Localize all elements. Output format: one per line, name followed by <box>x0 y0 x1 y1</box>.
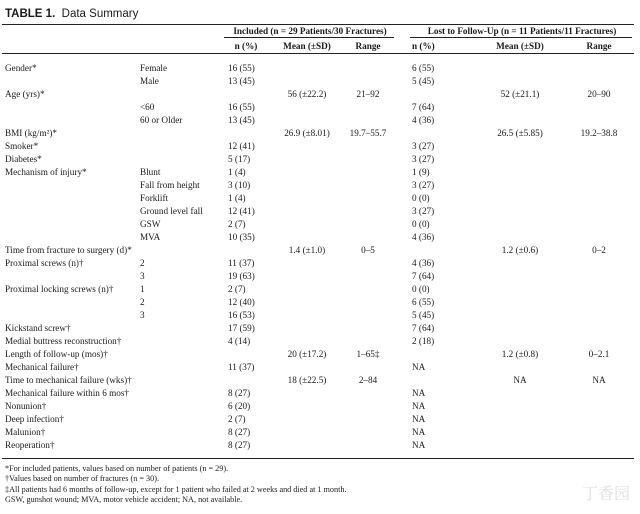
cell-lost-n: 0 (0) <box>412 284 430 294</box>
row-sublabel: MVA <box>140 232 161 242</box>
cell-lost-n: 1 (9) <box>412 167 430 177</box>
cell-lost-n: 0 (0) <box>412 219 430 229</box>
footnote-4: GSW, gunshot wound; MVA, motor vehicle accident; NA, not available. <box>5 495 243 504</box>
cell-included-n: 8 (27) <box>228 388 251 398</box>
footnote-3: ‡All patients had 6 months of follow-up, except for 1 patient who failed at 2 weeks and died at 1 month. <box>5 485 347 494</box>
lost-underline <box>410 37 632 38</box>
header-rule <box>2 53 634 54</box>
cell-lost-mean: NA <box>513 375 527 385</box>
cell-included-mean: 56 (±22.2) <box>287 89 327 99</box>
row-label: Malunion† <box>5 427 46 437</box>
table-label: TABLE 1. <box>5 8 56 20</box>
row-sublabel: Ground level fall <box>140 206 203 216</box>
cell-included-range: 0–5 <box>361 245 375 255</box>
cell-lost-mean: 1.2 (±0.8) <box>501 349 539 359</box>
footnote-2: †Values based on number of fractures (n = 30). <box>5 474 159 483</box>
cell-included-n: 8 (27) <box>228 427 251 437</box>
row-sublabel: 1 <box>140 284 145 294</box>
row-label: Time to mechanical failure (wks)† <box>5 375 132 385</box>
row-label: Kickstand screw† <box>5 323 71 333</box>
cell-lost-n: 7 (64) <box>412 102 435 112</box>
row-label: Smoker* <box>5 141 39 151</box>
group-header-included: Included (n = 29 Patients/30 Fractures) <box>233 26 387 36</box>
cell-lost-n: 3 (27) <box>412 154 435 164</box>
cell-included-mean: 1.4 (±1.0) <box>288 245 326 255</box>
cell-included-n: 8 (27) <box>228 440 251 450</box>
cell-lost-n: 5 (45) <box>412 310 435 320</box>
cell-lost-n: NA <box>412 440 426 450</box>
col-header-lost-n: n (%) <box>412 41 435 51</box>
cell-lost-n: 7 (64) <box>412 323 435 333</box>
cell-lost-n: 3 (27) <box>412 141 435 151</box>
cell-included-n: 11 (37) <box>228 362 255 372</box>
cell-lost-n: 4 (36) <box>412 232 435 242</box>
cell-included-mean: 26.9 (±8.01) <box>284 128 330 138</box>
row-sublabel: Blunt <box>140 167 161 177</box>
cell-included-n: 16 (55) <box>228 102 255 112</box>
cell-lost-n: 6 (55) <box>412 297 435 307</box>
cell-included-n: 19 (63) <box>228 271 255 281</box>
included-underline <box>224 37 394 38</box>
cell-included-n: 12 (41) <box>228 141 255 151</box>
row-label: Proximal locking screws (n)† <box>5 284 114 294</box>
cell-lost-n: NA <box>412 401 426 411</box>
group-header-lost: Lost to Follow-Up (n = 11 Patients/11 Fractures) <box>427 26 617 36</box>
table-title: Data Summary <box>61 8 139 20</box>
cell-lost-mean: 52 (±21.1) <box>500 89 540 99</box>
row-label: Diabetes* <box>5 154 42 164</box>
row-sublabel: 3 <box>140 271 145 281</box>
cell-included-n: 10 (35) <box>228 232 255 242</box>
cell-lost-mean: 1.2 (±0.6) <box>501 245 539 255</box>
cell-lost-n: 6 (55) <box>412 63 435 73</box>
row-label: Deep infection† <box>5 414 64 424</box>
cell-included-n: 13 (45) <box>228 76 255 86</box>
row-label: Medial buttress reconstruction† <box>5 336 122 346</box>
cell-lost-range: 0–2 <box>592 245 606 255</box>
cell-included-n: 16 (53) <box>228 310 255 320</box>
row-sublabel: 60 or Older <box>140 115 183 125</box>
row-sublabel: <60 <box>140 102 155 112</box>
cell-included-range: 21–92 <box>356 89 380 99</box>
row-label: Length of follow-up (mos)† <box>5 349 108 359</box>
cell-included-n: 3 (10) <box>228 180 251 190</box>
row-sublabel: 3 <box>140 310 145 320</box>
cell-included-mean: 20 (±17.2) <box>287 349 327 359</box>
col-header-lost-mean: Mean (±SD) <box>496 41 544 51</box>
cell-lost-range: 20–90 <box>587 89 611 99</box>
cell-included-n: 5 (17) <box>228 154 251 164</box>
cell-lost-range: 0–2.1 <box>588 349 610 359</box>
footnote-1: *For included patients, values based on number of patients (n = 29). <box>5 464 229 473</box>
row-sublabel: 2 <box>140 297 145 307</box>
row-sublabel: GSW <box>140 219 161 229</box>
col-header-included-mean: Mean (±SD) <box>283 41 331 51</box>
table-caption <box>5 5 634 23</box>
cell-included-n: 6 (20) <box>228 401 251 411</box>
cell-included-range: 1–65‡ <box>356 349 380 359</box>
row-sublabel: Forklift <box>140 193 169 203</box>
cell-lost-n: 2 (18) <box>412 336 435 346</box>
row-label: Mechanism of injury* <box>5 167 87 177</box>
cell-lost-n: 3 (27) <box>412 180 435 190</box>
cell-lost-range: NA <box>592 375 606 385</box>
cell-lost-n: 4 (36) <box>412 258 435 268</box>
cell-lost-n: NA <box>412 414 426 424</box>
row-label: Nonunion† <box>5 401 47 411</box>
row-label: Reoperation† <box>5 440 55 450</box>
cell-included-n: 11 (37) <box>228 258 255 268</box>
cell-included-mean: 18 (±22.5) <box>287 375 327 385</box>
cell-lost-n: 0 (0) <box>412 193 430 203</box>
watermark: 丁香园 <box>581 484 630 503</box>
cell-lost-n: NA <box>412 362 426 372</box>
cell-included-range: 2–84 <box>358 375 378 385</box>
row-sublabel: Fall from height <box>140 180 200 190</box>
cell-included-n: 1 (4) <box>228 167 246 177</box>
cell-lost-range: 19.2–38.8 <box>580 128 618 138</box>
row-label: Age (yrs)* <box>5 89 45 99</box>
row-sublabel: Male <box>140 76 159 86</box>
cell-included-range: 19.7–55.7 <box>349 128 387 138</box>
cell-lost-n: NA <box>412 388 426 398</box>
cell-included-n: 17 (59) <box>228 323 255 333</box>
cell-lost-n: 3 (27) <box>412 206 435 216</box>
cell-included-n: 4 (14) <box>228 336 251 346</box>
row-sublabel: 2 <box>140 258 145 268</box>
cell-included-n: 12 (40) <box>228 297 255 307</box>
row-label: Proximal screws (n)† <box>5 258 84 268</box>
cell-lost-mean: 26.5 (±5.85) <box>497 128 543 138</box>
bottom-rule <box>2 458 634 459</box>
cell-included-n: 2 (7) <box>228 284 246 294</box>
row-label: Gender* <box>5 63 37 73</box>
row-label: Mechanical failure within 6 mos† <box>5 388 129 398</box>
col-header-lost-range: Range <box>586 41 612 51</box>
row-label: Time from fracture to surgery (d)* <box>5 245 132 255</box>
cell-included-n: 13 (45) <box>228 115 255 125</box>
row-label: BMI (kg/m²)* <box>5 128 58 138</box>
col-header-included-range: Range <box>355 41 381 51</box>
col-header-included-n: n (%) <box>234 41 258 51</box>
cell-lost-n: NA <box>412 427 426 437</box>
cell-lost-n: 5 (45) <box>412 76 435 86</box>
cell-included-n: 2 (7) <box>228 219 246 229</box>
cell-included-n: 1 (4) <box>228 193 246 203</box>
cell-lost-n: 4 (36) <box>412 115 435 125</box>
cell-included-n: 16 (55) <box>228 63 255 73</box>
cell-lost-n: 7 (64) <box>412 271 435 281</box>
cell-included-n: 2 (7) <box>228 414 246 424</box>
row-sublabel: Female <box>140 63 168 73</box>
cell-included-n: 12 (41) <box>228 206 255 216</box>
row-label: Mechanical failure† <box>5 362 79 372</box>
